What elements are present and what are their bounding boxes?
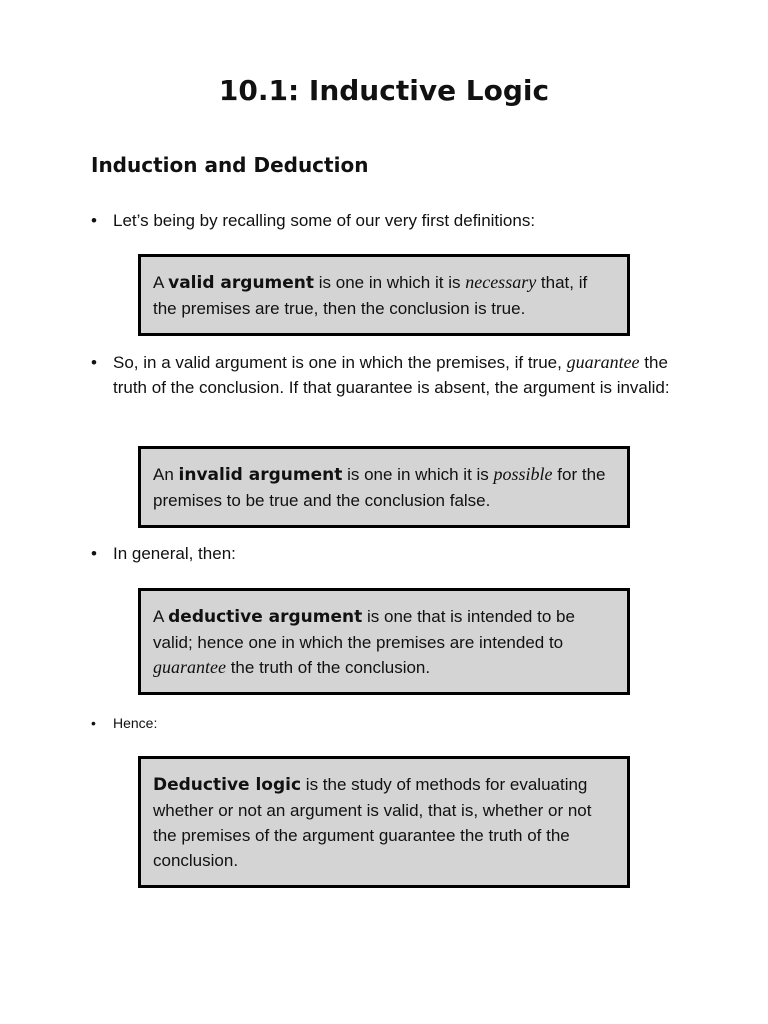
definition-term: deductive argument xyxy=(168,607,363,627)
bullet-text: Hence: xyxy=(113,715,158,731)
definition-prefix: A xyxy=(153,607,169,626)
bullet-text: So, in a valid argument is one in which the premises, if true, xyxy=(113,353,567,372)
definition-emphasis: necessary xyxy=(465,272,537,292)
bullet-icon: • xyxy=(91,544,97,563)
definition-prefix: A xyxy=(153,273,169,292)
definition-emphasis: guarantee xyxy=(153,657,226,677)
definition-text: that, if the premises are true, then the conclusion is true. xyxy=(153,273,588,318)
page-title: 10.1: Inductive Logic xyxy=(218,74,550,107)
definition-term: invalid argument xyxy=(178,465,343,485)
definition-text: is one in which it is xyxy=(314,273,466,292)
definition-text: the truth of the conclusion. xyxy=(225,658,431,677)
bullet-text: Let’s being by recalling some of our very first definitions: xyxy=(113,211,536,230)
definition-text: for the premises to be true and the conclusion false. xyxy=(153,465,606,510)
section-heading: Induction and Deduction xyxy=(91,153,369,177)
definition-text: is the study of methods for evaluating whether or not an argument is valid, that is, whether or not the premises of the argument guarantee the truth of the conclusion. xyxy=(153,775,592,870)
definition-text: is one in which it is xyxy=(342,465,494,484)
definition-prefix: An xyxy=(153,465,179,484)
definition-term: Deductive logic xyxy=(153,775,302,795)
definition-text: is one that is intended to be valid; hence one in which the premises are intended to xyxy=(153,607,575,652)
definition-box-invalid-argument xyxy=(138,446,630,528)
bullet-icon: • xyxy=(91,211,97,230)
bullet-item xyxy=(91,208,681,233)
definition-box-deductive-argument xyxy=(138,588,630,695)
definition-emphasis: possible xyxy=(493,464,553,484)
definition-box-deductive-logic xyxy=(138,756,630,888)
bullet-icon: • xyxy=(91,353,97,372)
bullet-item xyxy=(91,711,681,736)
bullet-text: In general, then: xyxy=(113,544,236,563)
bullet-item xyxy=(91,541,681,566)
bullet-emphasis: guarantee xyxy=(566,352,640,372)
definition-term: valid argument xyxy=(168,273,315,293)
bullet-icon: • xyxy=(91,715,96,731)
bullet-item xyxy=(91,350,681,400)
bullet-text: the truth of the conclusion. If that guarantee is absent, the argument is invalid: xyxy=(113,353,670,397)
definition-box-valid-argument xyxy=(138,254,630,336)
